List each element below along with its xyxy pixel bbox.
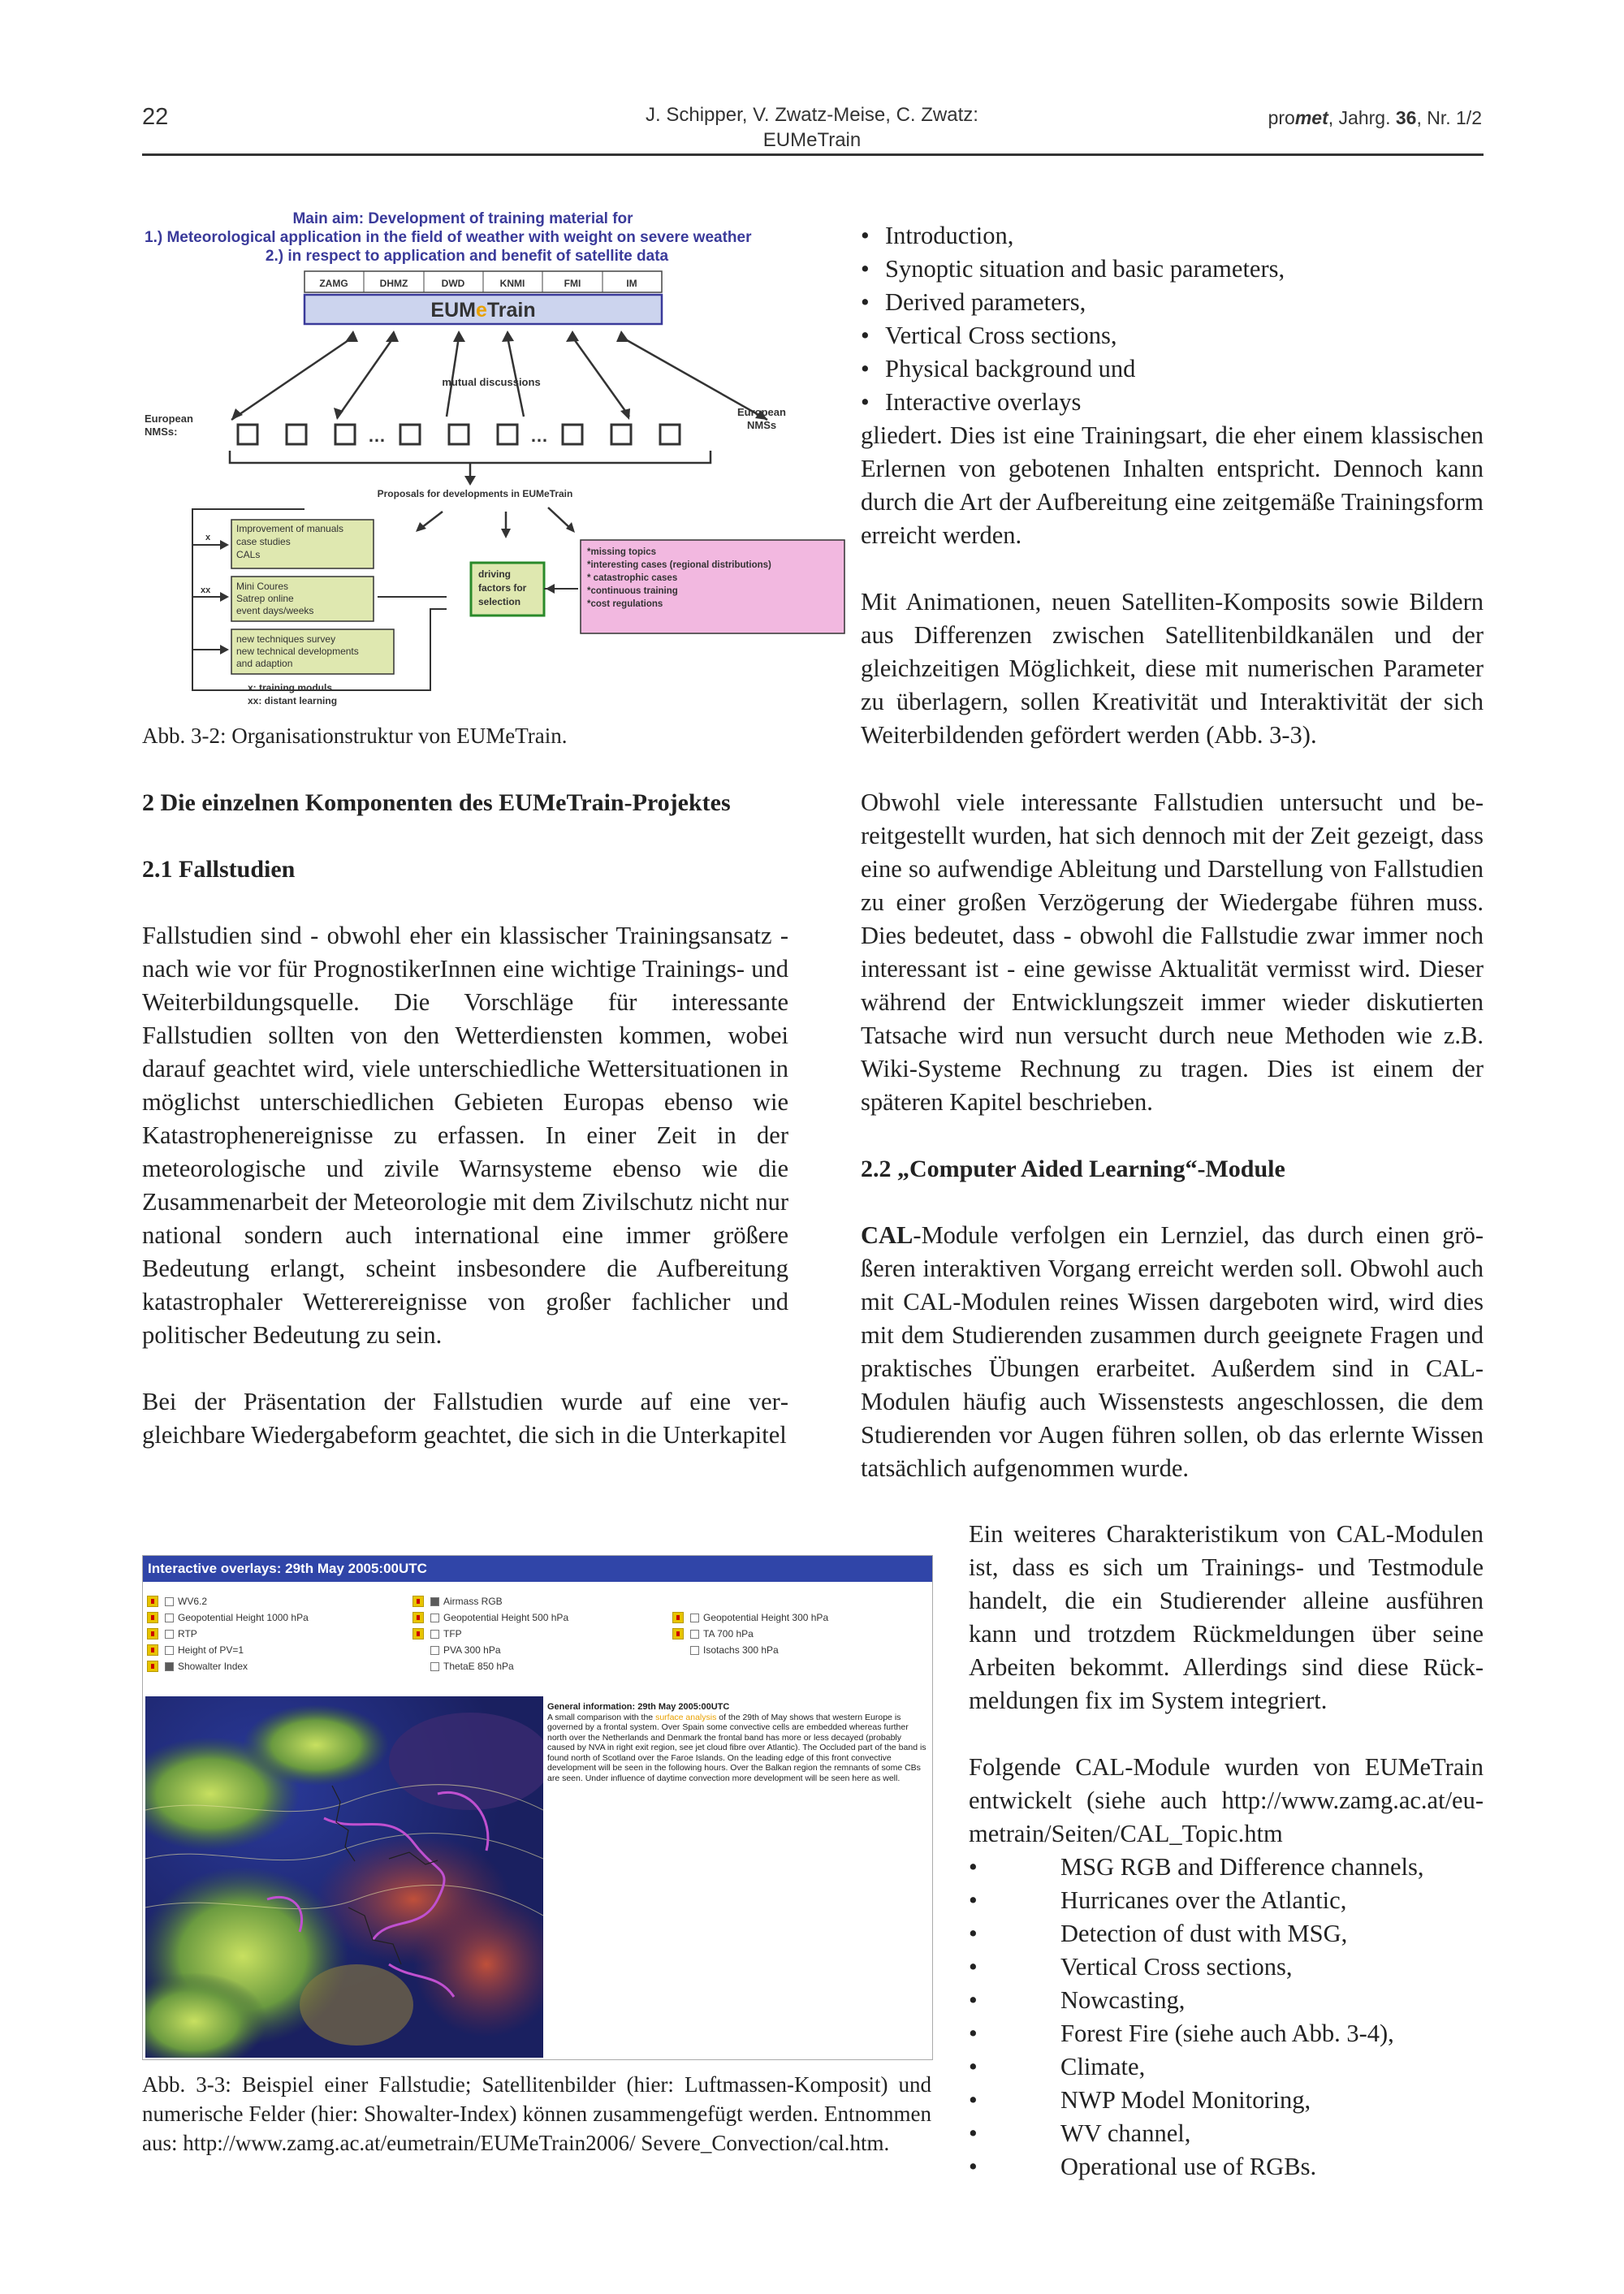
section-heading-2-1: 2.1 Fallstudien [142,856,296,883]
marker-xx: xx [201,585,211,595]
figure-organisation-chart [142,207,849,719]
overlay-option-label: TFP [443,1628,462,1639]
journal-year: , Jahrg. [1328,107,1396,128]
box3-line3: and adaption [236,658,293,669]
box2-line2: Satrep online [236,593,294,604]
driving-line3: selection [478,596,521,607]
box1-line2: case studies [236,536,291,547]
list-item: • Climate, [969,2050,1484,2084]
overlay-option[interactable] [147,1609,309,1626]
overlay-column-1 [147,1593,309,1674]
overlay-checkbox[interactable] [165,1662,174,1671]
general-information-title: General information: 29th May 2005:00UTC [547,1702,730,1712]
overlay-column-2 [412,1593,568,1674]
list-item: • Detection of dust with MSG, [969,1917,1484,1951]
journal-issue: , Nr. 1/2 [1416,107,1482,128]
overlay-option-label: Airmass RGB [443,1596,503,1607]
box1-line1: Improvement of manuals [236,523,344,534]
journal-name-pre: pro [1268,107,1295,128]
overlay-option-label: PVA 300 hPa [443,1644,501,1656]
paragraph: Obwohl viele interessante Fallstudien untersucht und bereitgestellt wurden, hat sich dennoch mit der Zeit gezeigt, dass eine so aufwendige Ableitung und Darstellung von Fallstudien zu einer großen Verzögerung der Wiedergabe führen muss. Dies bedeutet, dass - obwohl die Fallstudie zwar immer noch interessant ist - eine gewisse Aktualität vermisst wird. Dieser während der Entwicklungszeit immer wieder diskutierten Tatsache wird nun versucht durch neue Methoden wie z.B. Wiki-Systeme Rechnung zu tragen. Dies ist einem der späteren Kapitel beschrieben. [861,788,1484,1116]
nms-left-label-1: European [145,413,193,425]
overlay-checkbox[interactable] [430,1630,439,1639]
general-information-text: A small comparison with the surface analysis of the 29th of May shows that western Europe is governed by a frontal system. Over Spain some convective cells are embedded whereas further north over the Netherlands and Denmark the frontal band has more or less decayed (probably caused by NVA in right exit region, see jet cloud fibre over Atlantic). The Occluded part of the band is found north of Scotland over the Faroe Islands. On the leading edge of this front convective development will be seen in the following hours. Over the Balkan region the remnants of some CBs are seen. Under influence of daytime convection more development will be seen here as well. [547,1712,926,1783]
running-title-short: EUMeTrain [762,129,862,151]
running-title-authors: J. Schipper, V. Zwatz-Meise, C. Zwatz: [646,104,978,126]
overlay-checkbox[interactable] [430,1597,439,1606]
list-item: • Vertical Cross sections, [969,1951,1484,1984]
partner-zamg: ZAMG [319,278,348,289]
surface-analysis-link[interactable]: surface analysis [655,1712,717,1722]
info-flag-icon[interactable] [672,1628,684,1639]
chart-aim-1: 1.) Meteorological application in the field of weather with weight on severe weather [145,229,752,246]
box3-line1: new techniques survey [236,633,336,645]
pink-line3: * catastrophic cases [587,573,678,583]
paragraph: Ein weiteres Charakteristikum von CAL-Modulen ist, dass es sich um Trainings- und Testmodule handelt, die ein Studierender alleine ausführen kann und trotzdem Rückmeldungen über seine Arbeiten bekommt. Allerdings sind diese Rückmeldungen fix im System integriert. [969,1520,1484,1714]
box3-line2: new technical developments [236,646,359,657]
overlay-option[interactable] [672,1609,828,1626]
partner-knmi: KNMI [499,278,525,289]
list-item: • Forest Fire (siehe auch Abb. 3-4), [969,2017,1484,2050]
general-information-panel [547,1702,929,1783]
pink-line1: *missing topics [587,547,656,557]
overlay-option-label: Height of PV=1 [178,1644,244,1656]
legend-training-moduls: x: training moduls [248,682,333,693]
overlay-checkbox[interactable] [430,1646,439,1655]
partner-dwd: DWD [441,278,465,289]
right-column-top [861,219,1484,752]
overlay-option-label: RTP [178,1628,197,1639]
paragraph: gliedert. Dies ist eine Trainingsart, die eher einem klassischen Erlernen von gebotenen Inhalten entspricht. Dennoch kann durch die Art der Aufbereitung eine zeitgemäße Trainingsform erreicht werden. [861,421,1484,549]
partner-im: IM [626,278,637,289]
pink-line5: *cost regulations [587,599,663,609]
right-column-bottom [969,1518,1484,2184]
overlay-checkbox[interactable] [165,1646,174,1655]
overlay-option-label: ThetaE 850 hPa [443,1661,514,1672]
chart-proposals: Proposals for developments in EUMeTrain [377,488,573,499]
list-item: • Operational use of RGBs. [969,2150,1484,2184]
figure-3-3-caption: Abb. 3-3: Beispiel einer Fallstudie; Satellitenbilder (hier: Luftmassen-Komposit) und numerische Felder (hier: Showalter-Index) können zusammengefügt werden. Entnommen aus: http://www.zamg.ac.at/eumetrain/EUMeTrain2006/ Severe_Convection/cal.htm. [142,2072,931,2155]
partner-dhmz: DHMZ [379,278,408,289]
nms-right-label-1: European [737,406,786,418]
info-flag-icon[interactable] [412,1612,424,1623]
legend-distant-learning: xx: distant learning [248,695,338,706]
overlay-option[interactable] [147,1626,309,1642]
overlay-option-label: Isotachs 300 hPa [703,1644,779,1656]
svg-text:…: … [530,426,548,446]
org-chart-svg [142,207,849,719]
cal-module-list [969,1851,1484,2184]
pink-line4: *continuous training [587,586,678,596]
page-number: 22 [142,104,169,130]
journal-reference [1268,107,1482,129]
overlay-option[interactable] [412,1609,568,1626]
subchapter-list [861,219,1484,419]
list-item: • WV channel, [969,2117,1484,2150]
overlay-option-label: Showalter Index [178,1661,248,1672]
overlay-option[interactable] [412,1642,568,1658]
cal-bold: CAL [861,1221,914,1249]
list-item: • Introduction, [861,219,1484,253]
overlay-option[interactable] [147,1593,309,1609]
paragraph: Folgende CAL-Module wurden von EUMeTrain entwickelt (siehe auch http://www.zamg.ac.at/eumetrain/Seiten/CAL_Topic.htm [969,1753,1484,1847]
driving-line1: driving [478,568,512,580]
info-flag-icon[interactable] [412,1596,424,1607]
overlay-checkbox[interactable] [430,1614,439,1622]
list-item: • Interactive overlays [861,386,1484,419]
paragraph [861,1219,1484,1485]
chart-main-aim: Main aim: Development of training material for [292,210,633,227]
info-flag-icon[interactable] [147,1644,158,1656]
overlay-option-label: TA 700 hPa [703,1628,754,1639]
list-item: • Hurricanes over the Atlantic, [969,1884,1484,1917]
overlay-option[interactable] [412,1626,568,1642]
list-item: • Nowcasting, [969,1984,1484,2017]
list-item: • Vertical Cross sections, [861,319,1484,352]
marker-x: x [205,533,211,542]
pink-line2: *interesting cases (regional distributions) [587,560,771,570]
overlay-option[interactable] [412,1658,568,1674]
box2-line1: Mini Coures [236,581,289,592]
list-item: • NWP Model Monitoring, [969,2084,1484,2117]
journal-name-italic: met [1294,107,1328,128]
list-item: • Derived parameters, [861,286,1484,319]
overlay-checkbox[interactable] [165,1614,174,1622]
journal-volume: 36 [1395,107,1417,128]
eumetrain-logo: EUMeTrain [430,299,536,322]
overlay-checkbox[interactable] [690,1614,699,1622]
svg-text:…: … [368,426,386,446]
info-flag-icon[interactable] [147,1596,158,1607]
info-flag-icon[interactable] [147,1661,158,1672]
info-flag-icon[interactable] [147,1628,158,1639]
satellite-image-svg [145,1696,543,2058]
list-item: • Physical background und [861,352,1484,386]
info-flag-icon[interactable] [147,1612,158,1623]
left-column [142,786,788,1452]
list-item: • Synoptic situation and basic parameters, [861,253,1484,286]
satellite-image [145,1696,543,2058]
right-column-middle [861,786,1484,1485]
overlay-checkbox[interactable] [690,1630,699,1639]
nms-right-label-2: NMSs [747,419,777,431]
overlay-checkbox[interactable] [165,1597,174,1606]
overlay-option-label: WV6.2 [178,1596,208,1607]
overlay-option-label: Geopotential Height 500 hPa [443,1612,569,1623]
paragraph: Fallstudien sind - obwohl eher ein klassischer Trainingsansatz - nach wie vor für PrognostikerInnen eine wichtige Trainings- und Weiterbildungsquelle. Die Vorschläge für interessante Fallstudien sollten von den Wetterdiensten kommen, wobei darauf geachtet wird, viele unterschiedliche Wettersituationen in möglichst unterschiedlichen Gebieten Europas ebenso wie Katastrophenereignisse zu erfassen. In einer Zeit in der meteorologische und zivile Warnsysteme ebenso wie die Zusammenarbeit der Meteorologie mit dem Zivilschutz nicht nur national sondern auch international eine immer größere Bedeutung erlangt, scheint insbesondere die Aufbereitung katastrophaler Wetterereignisse von großer fachlicher und politischer Bedeutung zu sein. [142,922,788,1349]
box2-line3: event days/weeks [236,605,314,616]
chart-mutual-discussions: mutual discussions [442,376,541,388]
overlay-option[interactable] [672,1642,828,1658]
overlay-column-3 [672,1609,828,1658]
overlay-checkbox[interactable] [690,1646,699,1655]
partner-fmi: FMI [564,278,581,289]
section-heading-2-2: 2.2 „Computer Aided Learning“-Module [861,1156,1285,1182]
header-rule [142,153,1484,156]
overlay-option[interactable] [672,1626,828,1642]
info-flag-icon[interactable] [412,1628,424,1639]
overlay-option[interactable] [412,1593,568,1609]
nms-left-label-2: NMSs: [145,426,178,438]
box1-line3: CALs [236,549,261,560]
overlay-checkbox[interactable] [430,1662,439,1671]
paragraph: Bei der Präsentation der Fallstudien wurde auf eine vergleichbare Wiedergabeform geachtet, die sich in die Unterkapitel [142,1388,788,1449]
section-heading-2: 2 Die einzelnen Komponenten des EUMeTrain-Projektes [142,789,731,816]
list-item: • MSG RGB and Difference channels, [969,1851,1484,1884]
paragraph: Mit Animationen, neuen Satelliten-Komposits sowie Bildern aus Differenzen zwischen Satellitenbildkanälen und der gleichzeitigen Möglichkeit, diese mit numerischen Parameter zu überlagern, sollen Kreativität und Interaktivität der sich Weiterbildenden gefördert werden (Abb. 3-3). [861,588,1484,749]
overlay-option[interactable] [147,1642,309,1658]
info-flag-icon[interactable] [672,1612,684,1623]
cal-paragraph-text: -Module verfolgen ein Lernziel, das durch einen größeren interaktiven Vorgang erreicht werden soll. Obwohl auch mit CAL-Modulen reines Wissen dargeboten wird, wird dies mit dem Studierenden zusammen durch geeignete Fragen und praktisches Übungen erarbeitet. Außerdem sind in CAL-Modulen häufig auch Wissenstests angeschlossen, die dem Studierenden vor Augen führen sollen, ob das erlernte Wissen tatsächlich aufgenommen wurde. [861,1221,1484,1482]
figure-3-2-caption: Abb. 3-2: Organisationstruktur von EUMeTrain. [142,724,568,748]
overlay-option-label: Geopotential Height 300 hPa [703,1612,829,1623]
overlay-option[interactable] [147,1658,309,1674]
driving-line2: factors for [478,582,527,594]
figure-interactive-overlays [142,1555,933,2060]
overlay-title-bar: Interactive overlays: 29th May 2005:00UTC [143,1556,932,1582]
chart-aim-2: 2.) in respect to application and benefit of satellite data [265,248,669,265]
overlay-option-label: Geopotential Height 1000 hPa [178,1612,309,1623]
overlay-checkbox[interactable] [165,1630,174,1639]
